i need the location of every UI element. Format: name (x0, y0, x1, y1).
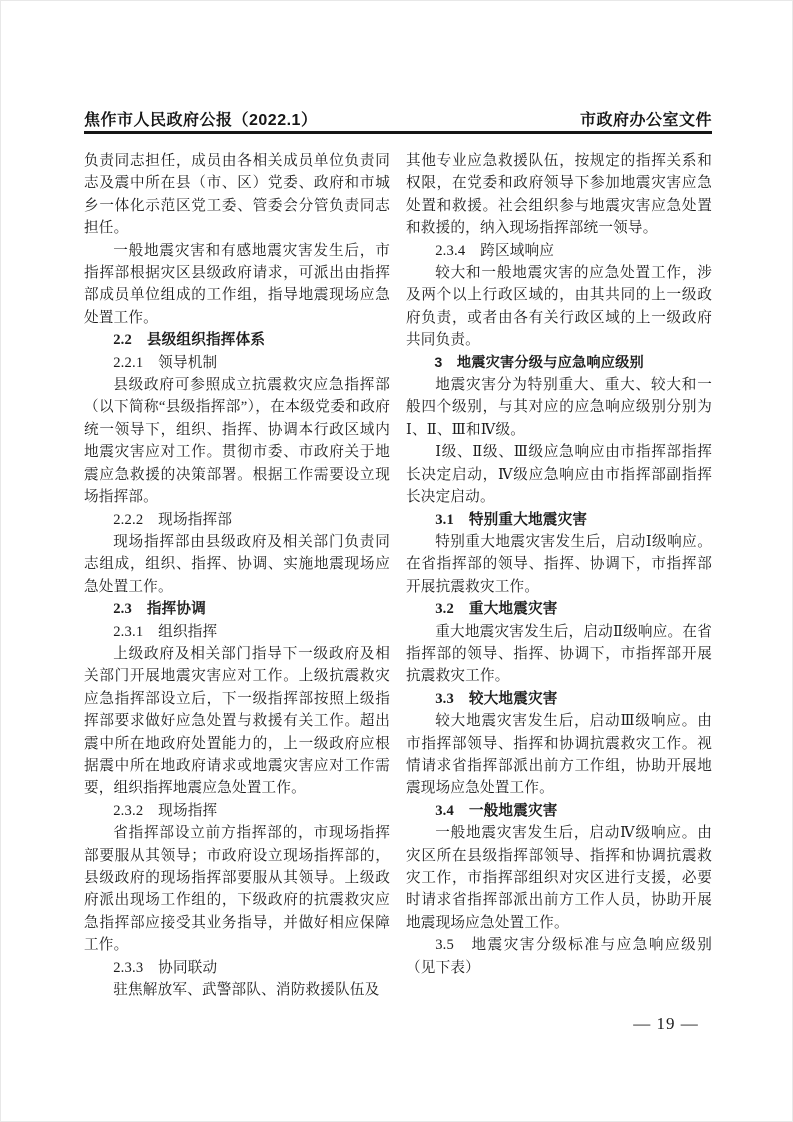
body-paragraph: 较大地震灾害发生后，启动Ⅲ级响应。由市指挥部领导、指挥和协调抗震救灾工作。视情请求省指挥部派出前方工作组，协助开展地震现场应急处置工作。 (406, 713, 712, 797)
heading-2-2-1: 2.2.1 领导机制 (113, 354, 218, 371)
heading-3-3: 3.3 较大地震灾害 (435, 690, 558, 707)
body-paragraph: 重大地震灾害发生后，启动Ⅱ级响应。在省指挥部的领导、指挥、协调下，市指挥部开展抗震救灾工作。 (406, 623, 712, 685)
heading-2-2: 2.2 县级组织指挥体系 (113, 332, 266, 349)
heading-2-3-4: 2.3.4 跨区域响应 (435, 242, 555, 259)
header-rule (84, 131, 712, 134)
body-paragraph: 一般地震灾害和有感地震灾害发生后，市指挥部根据灾区县级政府请求，可派出由指挥部成员单位组成的工作组，指导地震现场应急处置工作。 (84, 242, 390, 326)
left-column (84, 150, 390, 1001)
heading-3-2: 3.2 重大地震灾害 (435, 601, 558, 618)
heading-3-1: 3.1 特别重大地震灾害 (435, 511, 588, 528)
page-header (84, 107, 712, 130)
body-paragraph: 省指挥部设立前方指挥部的，市现场指挥部要服从其领导；市政府设立现场指挥部的，县级政府的现场指挥部要服从其领导。上级政府派出现场工作组的，下级政府的抗震救灾应急指挥部应接受其业务指导，并做好相应保障工作。 (84, 825, 390, 954)
heading-2-2-2: 2.2.2 现场指挥部 (113, 511, 233, 528)
body-paragraph: 较大和一般地震灾害的应急处置工作，涉及两个以上行政区域的，由其共同的上一级政府负责，或者由各有关行政区域的上一级政府共同负责。 (406, 265, 712, 349)
body-paragraph: 地震灾害分为特别重大、重大、较大和一般四个级别，与其对应的应急响应级别分别为Ⅰ、Ⅱ、Ⅲ和Ⅳ级。 (406, 377, 712, 438)
heading-3-5: 3.5 地震灾害分级标准与应急响应级别（见下表） (406, 937, 712, 976)
right-column (406, 150, 712, 1001)
gazette-title: 焦作市人民政府公报（2022.1） (84, 112, 318, 129)
page-number: — 19 — (633, 1014, 699, 1033)
body-paragraph: 现场指挥部由县级政府及相关部门负责同志组成，组织、指挥、协调、实施地震现场应急处置工作。 (84, 533, 390, 595)
section-heading-3: 3 地震灾害分级与应急响应级别 (434, 354, 644, 371)
body-paragraph: 驻焦解放军、武警部队、消防救援队伍及 (113, 982, 380, 999)
body-columns (84, 150, 712, 1001)
heading-2-3-2: 2.3.2 现场指挥 (113, 802, 218, 819)
body-paragraph: 县级政府可参照成立抗震救灾应急指挥部（以下简称“县级指挥部”），在本级党委和政府统一领导下，组织、指挥、协调本行政区域内地震灾害应对工作。贯彻市委、市政府关于地震应急救援的决策部署。根据工作需要设立现场指挥部。 (84, 377, 390, 506)
body-paragraph-continuation: 负责同志担任，成员由各相关成员单位负责同志及震中所在县（市、区）党委、政府和市城乡一体化示范区党工委、管委会分管负责同志担任。 (84, 153, 390, 237)
body-paragraph: 一般地震灾害发生后，启动Ⅳ级响应。由灾区所在县级指挥部领导、指挥和协调抗震救灾工作，市指挥部组织对灾区进行支援，必要时请求省指挥部派出前方工作人员，协助开展地震现场应急处置工作。 (406, 825, 712, 931)
body-paragraph: 上级政府及相关部门指导下一级政府及相关部门开展地震灾害应对工作。上级抗震救灾应急指挥部设立后，下一级指挥部按照上级指挥部要求做好应急处置与救援有关工作。超出震中所在地政府处置能力的，上一级政府应根据震中所在地政府请求或地震灾害应对工作需要，组织指挥地震应急处置工作。 (84, 645, 390, 797)
document-category: 市政府办公室文件 (579, 112, 712, 129)
heading-2-3-1: 2.3.1 组织指挥 (113, 623, 218, 640)
heading-2-3-3: 2.3.3 协同联动 (113, 959, 218, 976)
heading-2-3: 2.3 指挥协调 (113, 601, 206, 618)
body-paragraph: Ⅰ级、Ⅱ级、Ⅲ级应急响应由市指挥部指挥长决定启动，Ⅳ级应急响应由市指挥部副指挥长决定启动。 (406, 444, 712, 506)
heading-3-4: 3.4 一般地震灾害 (435, 802, 558, 819)
body-paragraph-continuation: 其他专业应急救援队伍，按规定的指挥关系和权限，在党委和政府领导下参加地震灾害应急处置和救援。社会组织参与地震灾害应急处置和救援的，纳入现场指挥部统一领导。 (406, 153, 712, 237)
body-paragraph: 特别重大地震灾害发生后，启动Ⅰ级响应。在省指挥部的领导、指挥、协调下，市指挥部开展抗震救灾工作。 (406, 533, 712, 595)
